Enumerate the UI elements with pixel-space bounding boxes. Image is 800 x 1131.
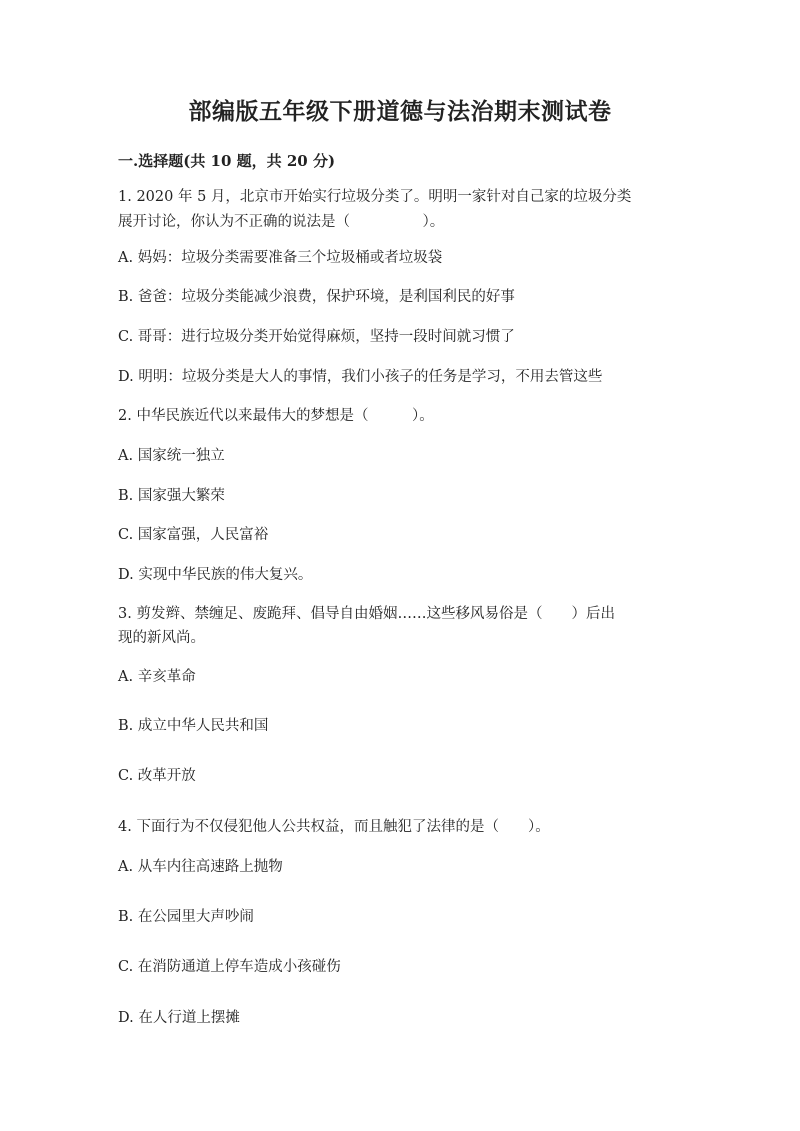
question-3-stem-line-2: 现的新风尚。 — [118, 630, 205, 646]
question-3-option-a: A. 辛亥革命 — [118, 669, 196, 685]
question-4-option-c: C. 在消防通道上停车造成小孩碰伤 — [118, 959, 341, 975]
question-2-option-d: D. 实现中华民族的伟大复兴。 — [118, 567, 313, 583]
question-3-option-c: C. 改革开放 — [118, 768, 196, 784]
question-4-option-d: D. 在人行道上摆摊 — [118, 1010, 240, 1026]
question-2-option-b: B. 国家强大繁荣 — [118, 488, 225, 504]
question-2-stem-line-1: 2. 中华民族近代以来最伟大的梦想是（ ）。 — [118, 408, 434, 424]
question-3-option-b: B. 成立中华人民共和国 — [118, 718, 269, 734]
section-heading: 一.选择题(共 10 题，共 20 分) — [118, 152, 336, 170]
question-1-stem-line-1: 1. 2020 年 5 月，北京市开始实行垃圾分类了。明明一家针对自己家的垃圾分类 — [118, 189, 632, 205]
question-1-stem-line-2: 展开讨论，你认为不正确的说法是（ ）。 — [118, 214, 445, 230]
question-1-option-b: B. 爸爸：垃圾分类能减少浪费，保护环境，是利国利民的好事 — [118, 289, 515, 305]
question-2-option-a: A. 国家统一独立 — [118, 448, 225, 464]
question-2-option-c: C. 国家富强，人民富裕 — [118, 527, 269, 543]
question-1-option-a: A. 妈妈：垃圾分类需要准备三个垃圾桶或者垃圾袋 — [118, 250, 443, 266]
page-title: 部编版五年级下册道德与法治期末测试卷 — [188, 98, 612, 125]
question-4-option-b: B. 在公园里大声吵闹 — [118, 909, 254, 925]
question-1-option-c: C. 哥哥：进行垃圾分类开始觉得麻烦，坚持一段时间就习惯了 — [118, 329, 515, 345]
question-3-stem-line-1: 3. 剪发辫、禁缠足、废跪拜、倡导自由婚姻……这些移风易俗是（ ）后出 — [118, 606, 615, 622]
question-4-option-a: A. 从车内往高速路上抛物 — [118, 859, 283, 875]
question-1-option-d: D. 明明：垃圾分类是大人的事情，我们小孩子的任务是学习，不用去管这些 — [118, 369, 603, 385]
question-4-stem-line-1: 4. 下面行为不仅侵犯他人公共权益，而且触犯了法律的是（ ）。 — [118, 819, 550, 835]
